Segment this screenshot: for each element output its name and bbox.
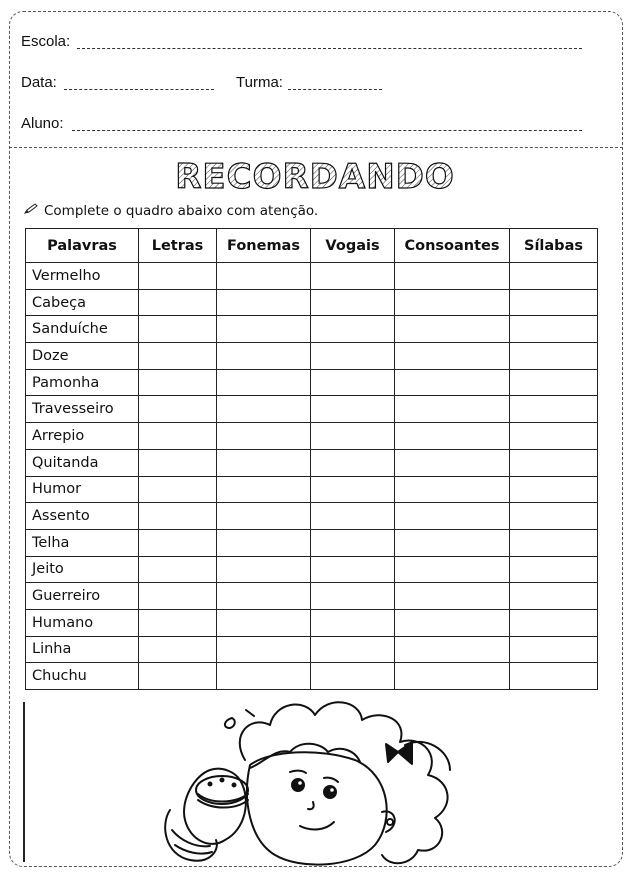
- answer-cell-letras[interactable]: [139, 289, 217, 316]
- word-cell: Linha: [26, 636, 139, 663]
- table-row: [26, 343, 598, 370]
- table-row: [26, 449, 598, 476]
- answer-cell-sílabas[interactable]: [510, 263, 598, 290]
- answer-cell-vogais[interactable]: [311, 396, 395, 423]
- answer-cell-consoantes[interactable]: [395, 289, 510, 316]
- answer-cell-consoantes[interactable]: [395, 396, 510, 423]
- answer-cell-sílabas[interactable]: [510, 449, 598, 476]
- answer-cell-consoantes[interactable]: [395, 529, 510, 556]
- answer-cell-consoantes[interactable]: [395, 583, 510, 610]
- answer-cell-consoantes[interactable]: [395, 449, 510, 476]
- word-cell: Pamonha: [26, 369, 139, 396]
- margin-line: [23, 702, 25, 862]
- answer-cell-consoantes[interactable]: [395, 369, 510, 396]
- answer-cell-fonemas[interactable]: [217, 369, 311, 396]
- answer-cell-consoantes[interactable]: [395, 556, 510, 583]
- word-cell: Chuchu: [26, 663, 139, 690]
- answer-cell-letras[interactable]: [139, 369, 217, 396]
- data-blank[interactable]: [64, 89, 214, 90]
- answer-cell-fonemas[interactable]: [217, 423, 311, 450]
- answer-cell-letras[interactable]: [139, 263, 217, 290]
- answer-cell-sílabas[interactable]: [510, 343, 598, 370]
- pencil-icon: [24, 203, 38, 219]
- col-header-consoantes: Consoantes: [395, 229, 510, 263]
- instruction-text: Complete o quadro abaixo com atenção.: [44, 203, 319, 219]
- header-separator: [9, 147, 623, 148]
- answer-cell-sílabas[interactable]: [510, 396, 598, 423]
- answer-cell-fonemas[interactable]: [217, 263, 311, 290]
- table-row: [26, 636, 598, 663]
- answer-cell-vogais[interactable]: [311, 503, 395, 530]
- word-cell: Doze: [26, 343, 139, 370]
- answer-cell-letras[interactable]: [139, 449, 217, 476]
- word-cell: Telha: [26, 529, 139, 556]
- answer-cell-fonemas[interactable]: [217, 343, 311, 370]
- word-cell: Vermelho: [26, 263, 139, 290]
- turma-blank[interactable]: [288, 89, 382, 90]
- turma-label: Turma:: [236, 74, 283, 91]
- word-cell: Quitanda: [26, 449, 139, 476]
- answer-cell-fonemas[interactable]: [217, 583, 311, 610]
- answer-cell-vogais[interactable]: [311, 369, 395, 396]
- answer-cell-letras[interactable]: [139, 663, 217, 690]
- answer-cell-sílabas[interactable]: [510, 503, 598, 530]
- answer-cell-fonemas[interactable]: [217, 503, 311, 530]
- answer-cell-consoantes[interactable]: [395, 343, 510, 370]
- answer-cell-sílabas[interactable]: [510, 369, 598, 396]
- answer-cell-sílabas[interactable]: [510, 663, 598, 690]
- answer-cell-letras[interactable]: [139, 396, 217, 423]
- answer-cell-vogais[interactable]: [311, 583, 395, 610]
- answer-cell-letras[interactable]: [139, 556, 217, 583]
- words-table: [25, 228, 598, 690]
- answer-cell-fonemas[interactable]: [217, 449, 311, 476]
- word-cell: Jeito: [26, 556, 139, 583]
- answer-cell-letras[interactable]: [139, 316, 217, 343]
- answer-cell-letras[interactable]: [139, 529, 217, 556]
- answer-cell-sílabas[interactable]: [510, 636, 598, 663]
- word-cell: Guerreiro: [26, 583, 139, 610]
- table-row: [26, 503, 598, 530]
- answer-cell-sílabas[interactable]: [510, 476, 598, 503]
- table-row: [26, 476, 598, 503]
- answer-cell-consoantes[interactable]: [395, 476, 510, 503]
- answer-cell-consoantes[interactable]: [395, 263, 510, 290]
- answer-cell-sílabas[interactable]: [510, 316, 598, 343]
- table-row: [26, 556, 598, 583]
- table-row: [26, 396, 598, 423]
- table-row: [26, 663, 598, 690]
- answer-cell-fonemas[interactable]: [217, 396, 311, 423]
- answer-cell-sílabas[interactable]: [510, 529, 598, 556]
- word-cell: Sanduíche: [26, 316, 139, 343]
- answer-cell-sílabas[interactable]: [510, 423, 598, 450]
- answer-cell-consoantes[interactable]: [395, 636, 510, 663]
- aluno-blank[interactable]: [72, 130, 582, 131]
- word-cell: Humano: [26, 609, 139, 636]
- answer-cell-vogais[interactable]: [311, 636, 395, 663]
- answer-cell-fonemas[interactable]: [217, 289, 311, 316]
- word-cell: Travesseiro: [26, 396, 139, 423]
- answer-cell-vogais[interactable]: [311, 343, 395, 370]
- answer-cell-sílabas[interactable]: [510, 556, 598, 583]
- answer-cell-fonemas[interactable]: [217, 609, 311, 636]
- table-header-row: [26, 229, 598, 263]
- answer-cell-letras[interactable]: [139, 343, 217, 370]
- answer-cell-vogais[interactable]: [311, 316, 395, 343]
- answer-cell-letras[interactable]: [139, 503, 217, 530]
- aluno-label: Aluno:: [21, 115, 64, 132]
- answer-cell-consoantes[interactable]: [395, 663, 510, 690]
- answer-cell-letras[interactable]: [139, 583, 217, 610]
- word-cell: Humor: [26, 476, 139, 503]
- table-row: [26, 263, 598, 290]
- col-header-fonemas: Fonemas: [217, 229, 311, 263]
- answer-cell-letras[interactable]: [139, 423, 217, 450]
- col-header-vogais: Vogais: [311, 229, 395, 263]
- answer-cell-letras[interactable]: [139, 476, 217, 503]
- table-row: [26, 609, 598, 636]
- table-row: [26, 423, 598, 450]
- girl-eating-burger-illustration: [150, 690, 490, 870]
- answer-cell-fonemas[interactable]: [217, 556, 311, 583]
- table-row: [26, 289, 598, 316]
- col-header-palavras: Palavras: [26, 229, 139, 263]
- answer-cell-vogais[interactable]: [311, 423, 395, 450]
- answer-cell-fonemas[interactable]: [217, 663, 311, 690]
- col-header-letras: Letras: [139, 229, 217, 263]
- word-cell: Cabeça: [26, 289, 139, 316]
- answer-cell-consoantes[interactable]: [395, 503, 510, 530]
- title-text: RECORDANDO: [175, 157, 455, 196]
- answer-cell-vogais[interactable]: [311, 529, 395, 556]
- answer-cell-fonemas[interactable]: [217, 476, 311, 503]
- instruction: [24, 203, 318, 219]
- escola-blank[interactable]: [77, 48, 582, 49]
- answer-cell-consoantes[interactable]: [395, 423, 510, 450]
- answer-cell-sílabas[interactable]: [510, 289, 598, 316]
- table-row: [26, 316, 598, 343]
- table-row: [26, 369, 598, 396]
- answer-cell-vogais[interactable]: [311, 263, 395, 290]
- escola-label: Escola:: [21, 33, 71, 50]
- answer-cell-sílabas[interactable]: [510, 583, 598, 610]
- page-title: [150, 156, 480, 196]
- answer-cell-vogais[interactable]: [311, 556, 395, 583]
- answer-cell-vogais[interactable]: [311, 609, 395, 636]
- data-label: Data:: [21, 74, 57, 91]
- table-row: [26, 529, 598, 556]
- word-cell: Arrepio: [26, 423, 139, 450]
- col-header-silabas: Sílabas: [510, 229, 598, 263]
- answer-cell-letras[interactable]: [139, 636, 217, 663]
- answer-cell-fonemas[interactable]: [217, 316, 311, 343]
- answer-cell-vogais[interactable]: [311, 476, 395, 503]
- answer-cell-consoantes[interactable]: [395, 316, 510, 343]
- answer-cell-fonemas[interactable]: [217, 636, 311, 663]
- answer-cell-letras[interactable]: [139, 609, 217, 636]
- answer-cell-consoantes[interactable]: [395, 609, 510, 636]
- answer-cell-fonemas[interactable]: [217, 529, 311, 556]
- word-cell: Assento: [26, 503, 139, 530]
- answer-cell-vogais[interactable]: [311, 663, 395, 690]
- answer-cell-sílabas[interactable]: [510, 609, 598, 636]
- answer-cell-vogais[interactable]: [311, 449, 395, 476]
- answer-cell-vogais[interactable]: [311, 289, 395, 316]
- table-row: [26, 583, 598, 610]
